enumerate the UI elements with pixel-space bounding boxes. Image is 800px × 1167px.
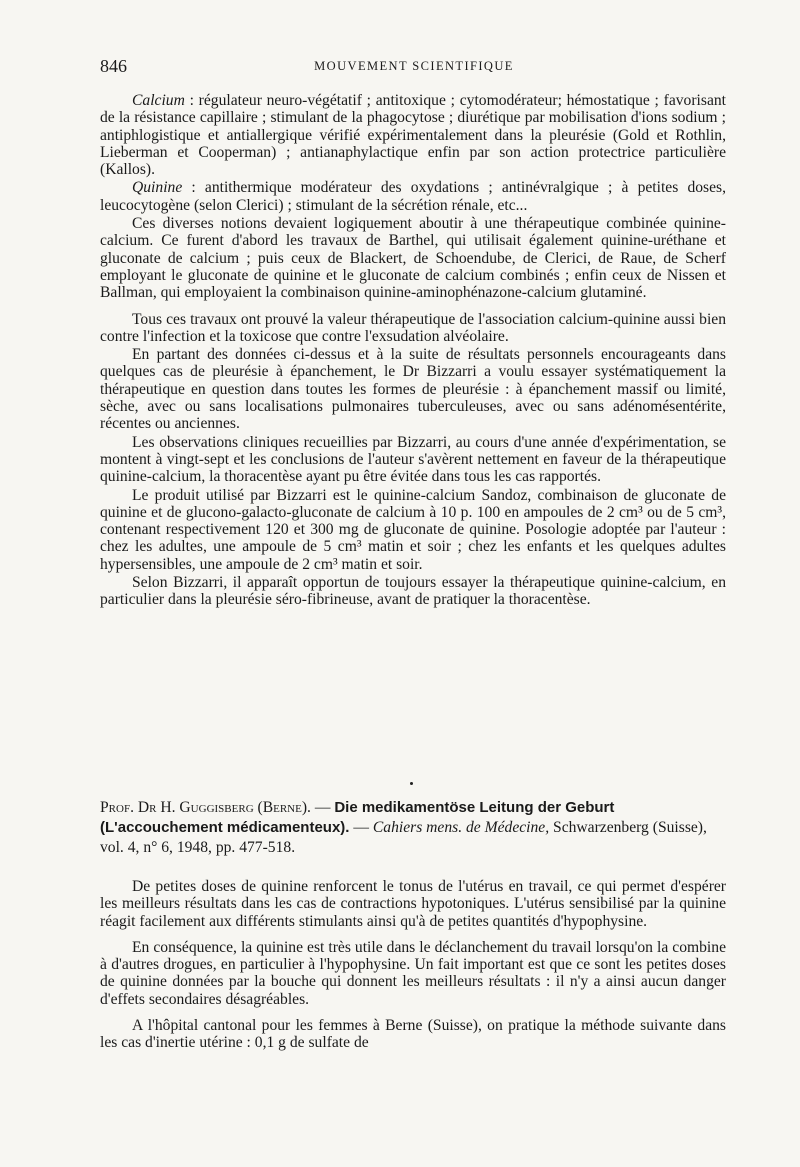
page-number: 846 (100, 56, 127, 76)
paragraph-product: Le produit utilisé par Bizzarri est le quinine-calcium Sandoz, combinaison de gluconate de quinine et de glucono-galacto-gluconate de calcium à 10 p. 100 en ampoules de 2 cm³ ou de 5 cm³, contenant respectivement 120 et 300 mg de gluconate de quinine. Posologie adoptée par l'auteur : chez les adultes, une ampoule de 5 cm³ matin et soir ; chez les enfants et les quelques adultes hypersensibles, une ampoule de 2 cm³ matin et soir. (100, 486, 726, 573)
paragraph-combined-therapy: Ces diverses notions devaient logiquement aboutir à une thérapeutique combinée quinine-calcium. Ce furent d'abord les travaux de Barthel, qui utilisait également quinine-uréthane et gluconate de calcium ; puis ceux de Blackert, de Schoendube, de Clerici, de Raue, de Scherf employant le gluconate de quinine et le gluconate de calcium combinés ; enfin ceux de Nissen et Ballman, qui employaient la combinaison quinine-aminophénazone-calcium glutaminé. (100, 215, 726, 302)
paragraph-works: Tous ces travaux ont prouvé la valeur thérapeutique de l'association calcium-quinine aussi bien contre l'infection et la toxicose que contre l'exsudation alvéolaire. (100, 310, 726, 345)
review-title: Die medikamentöse Leitung der Geburt (L'accouchement médicamenteux). (100, 799, 615, 836)
review-dash: — (310, 799, 335, 816)
paragraph-conclusion: Selon Bizzarri, il apparaît opportun de toujours essayer la thérapeutique quinine-calcium, en particulier dans la pleurésie séro-fibrineuse, avant de pratiquer la thoracentèse. (100, 574, 726, 609)
section-separator (410, 782, 413, 785)
review-byline: Prof. Dr H. Guggisberg (Berne). (100, 799, 311, 816)
review-source: Schwarzenberg (Suisse), vol. 4, n° 6, 1948, pp. 477-518. (100, 819, 707, 856)
running-head (100, 56, 728, 78)
term-quinine: Quinine (132, 179, 183, 197)
quinine-description: : antithermique modérateur des oxydations ; antinévralgique ; à petites doses, leucocytogène (selon Clerici) ; stimulant de la sécrétion rénale, etc... (100, 179, 726, 214)
running-title: MOUVEMENT SCIENTIFIQUE (314, 59, 514, 73)
review-header (100, 798, 726, 858)
review-body (100, 878, 726, 1052)
paragraph-bizzarri: En partant des données ci-dessus et à la suite de résultats personnels encourageants dans quelques cas de pleurésie à épanchement, le Dr Bizzarri a voulu essayer systématiquement la thérapeutique en question dans toutes les formes de pleurésie : à épanchement massif ou limité, sèche, avec ou sans localisations pulmonaires tuberculeuses, avec ou sans adénomésentérite, récentes ou anciennes. (100, 346, 726, 433)
paragraph-observations: Les observations cliniques recueillies par Bizzarri, au cours d'une année d'expérimentation, se montent à vingt-sept et les conclusions de l'auteur s'avèrent nettement en faveur de la thérapeutique quinine-calcium, la thoracentèse ayant pu être évitée dans tous les cas rapportés. (100, 433, 726, 486)
term-calcium: Calcium (132, 92, 185, 109)
paragraph-quinine (100, 179, 726, 214)
review-paragraph-3: A l'hôpital cantonal pour les femmes à Berne (Suisse), on pratique la méthode suivante dans les cas d'inertie utérine : 0,1 g de sulfate de (100, 1017, 726, 1052)
review-paragraph-1: De petites doses de quinine renforcent le tonus de l'utérus en travail, ce qui permet d'espérer les meilleurs résultats dans les cas de contractions hypotoniques. L'utérus sensibilisé par la quinine réagit facilement aux différents stimulants ainsi qu'à de petites quantités d'hypophysine. (100, 878, 726, 930)
calcium-description: : régulateur neuro-végétatif ; antitoxique ; cytomodérateur; hémostatique ; favorisant de la résistance capillaire ; stimulant de la phagocytose ; diurétique par mobilisation d'ions sodium ; antiphlogistique et antiallergique vérifié expérimentalement dans la pleurésie (Gold et Rothlin, Lieberman et Cooperman) ; antianaphylactique enfin par son action protectrice particulière (Kallos). (100, 92, 726, 179)
review-paragraph-2: En conséquence, la quinine est très utile dans le déclanchement du travail lorsqu'on la combine à d'autres drogues, en particulier à l'hypophysine. Un fait important est que ce sont les petites doses de quinine données par la bouche qui donnent les meilleurs résultats : il n'y a ainsi aucun danger d'effets secondaires désagréables. (100, 938, 726, 1008)
article-body (100, 92, 726, 609)
paragraph-calcium (100, 92, 726, 178)
review-dash-2: — (349, 819, 373, 836)
review-journal: Cahiers mens. de Médecine, (372, 819, 550, 836)
